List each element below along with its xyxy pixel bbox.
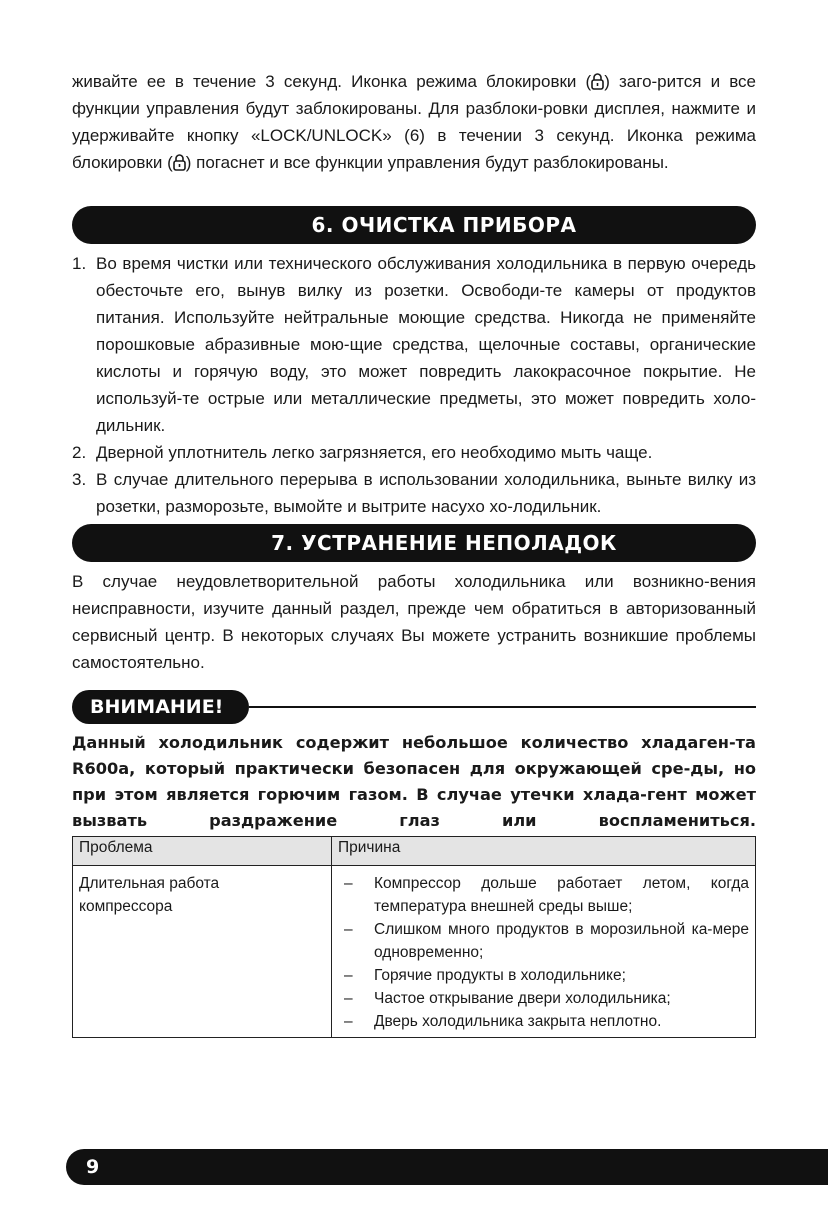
table-row bbox=[73, 866, 756, 1038]
cause-list bbox=[338, 872, 749, 1033]
column-header-cause: Причина bbox=[332, 837, 756, 866]
list-item-text: Во время чистки или технического обслуживания холодильника в первую очередь обесточьте его, вынув вилку из розетки. Освободи-те камеры от продуктов питания. Используйте нейтральные моющие средства. Никогда не применяйте порошковые абразивные мою-щие средства, щелочные составы, органические кислоты и горячую воду, это может повредить лакокрасочное покрытие. Не используй-те острые или металлические предметы, это может повредить холо-дильник. bbox=[96, 254, 756, 435]
cause-item bbox=[338, 872, 749, 918]
dash-bullet: – bbox=[344, 875, 353, 892]
page-content bbox=[72, 68, 756, 1038]
list-item-text: В случае длительного перерыва в использовании холодильника, выньте вилку из розетки, разморозьте, вымойте и вытрите насухо хо-лодильник. bbox=[96, 470, 756, 516]
cause-text: Компрессор дольше работает летом, когда температура внешней среды выше; bbox=[374, 875, 749, 915]
cause-text: Частое открывание двери холодильника; bbox=[374, 990, 671, 1007]
list-item-number: 2. bbox=[72, 443, 87, 462]
attention-header bbox=[72, 690, 756, 724]
cause-item bbox=[338, 1010, 749, 1033]
column-header-problem: Проблема bbox=[73, 837, 332, 866]
cause-text: Дверь холодильника закрыта неплотно. bbox=[374, 1013, 662, 1030]
table-header-row bbox=[73, 837, 756, 866]
intro-text-2: ) заго-рится и все функции управления будут заблокированы. Для разблоки-ровки дисплея, нажмите и удерживайте кнопку «LOCK/UNLOCK» (6) в течении 3 секунд. Иконка режима блокировки ( bbox=[72, 72, 756, 172]
list-item bbox=[72, 250, 756, 439]
intro-text-1: живайте ее в течение 3 секунд. Иконка режима блокировки ( bbox=[72, 72, 592, 91]
cause-item bbox=[338, 987, 749, 1010]
dash-bullet: – bbox=[344, 990, 353, 1007]
intro-text-3: ) погаснет и все функции управления будут разблокированы. bbox=[185, 153, 669, 172]
cause-item bbox=[338, 964, 749, 987]
section-6-heading bbox=[72, 206, 756, 244]
cleaning-list bbox=[72, 250, 756, 520]
dash-bullet: – bbox=[344, 921, 353, 938]
page-number: 9 bbox=[86, 1156, 100, 1178]
dash-bullet: – bbox=[344, 1013, 353, 1030]
intro-paragraph bbox=[72, 68, 756, 176]
section-7-title: 7. УСТРАНЕНИЕ НЕПОЛАДОК bbox=[271, 531, 617, 555]
troubleshooting-intro: В случае неудовлетворительной работы холодильника или возникно-вения неисправности, изучите данный раздел, прежде чем обратиться в авторизованный сервисный центр. В некоторых случаях Вы можете устранить возникшие проблемы самостоятельно. bbox=[72, 572, 756, 672]
cause-text: Слишком много продуктов в морозильной ка-мере одновременно; bbox=[374, 921, 749, 961]
section-7-heading bbox=[72, 524, 756, 562]
cause-text: Горячие продукты в холодильнике; bbox=[374, 967, 626, 984]
page-footer-bar bbox=[66, 1149, 828, 1185]
warning-text: Данный холодильник содержит небольшое количество хладаген-та R600a, который практически безопасен для окружающей сре-ды, но при этом является горючим газом. В случае утечки хлада-гент может вызвать раздражение глаз или воспламениться. bbox=[72, 733, 756, 830]
list-item bbox=[72, 439, 756, 466]
lock-icon bbox=[591, 73, 604, 90]
cause-item bbox=[338, 918, 749, 964]
troubleshooting-table bbox=[72, 836, 756, 1038]
list-item bbox=[72, 466, 756, 520]
list-item-text: Дверной уплотнитель легко загрязняется, его необходимо мыть чаще. bbox=[96, 443, 653, 462]
section-6-title: 6. ОЧИСТКА ПРИБОРА bbox=[311, 213, 577, 237]
list-item-number: 3. bbox=[72, 470, 87, 489]
list-item-number: 1. bbox=[72, 254, 87, 273]
attention-rule bbox=[249, 706, 756, 708]
lock-icon bbox=[173, 154, 186, 171]
problem-cell: Длительная работа компрессора bbox=[73, 866, 332, 1038]
attention-label: ВНИМАНИЕ! bbox=[72, 690, 249, 724]
cause-cell bbox=[332, 866, 756, 1038]
dash-bullet: – bbox=[344, 967, 353, 984]
